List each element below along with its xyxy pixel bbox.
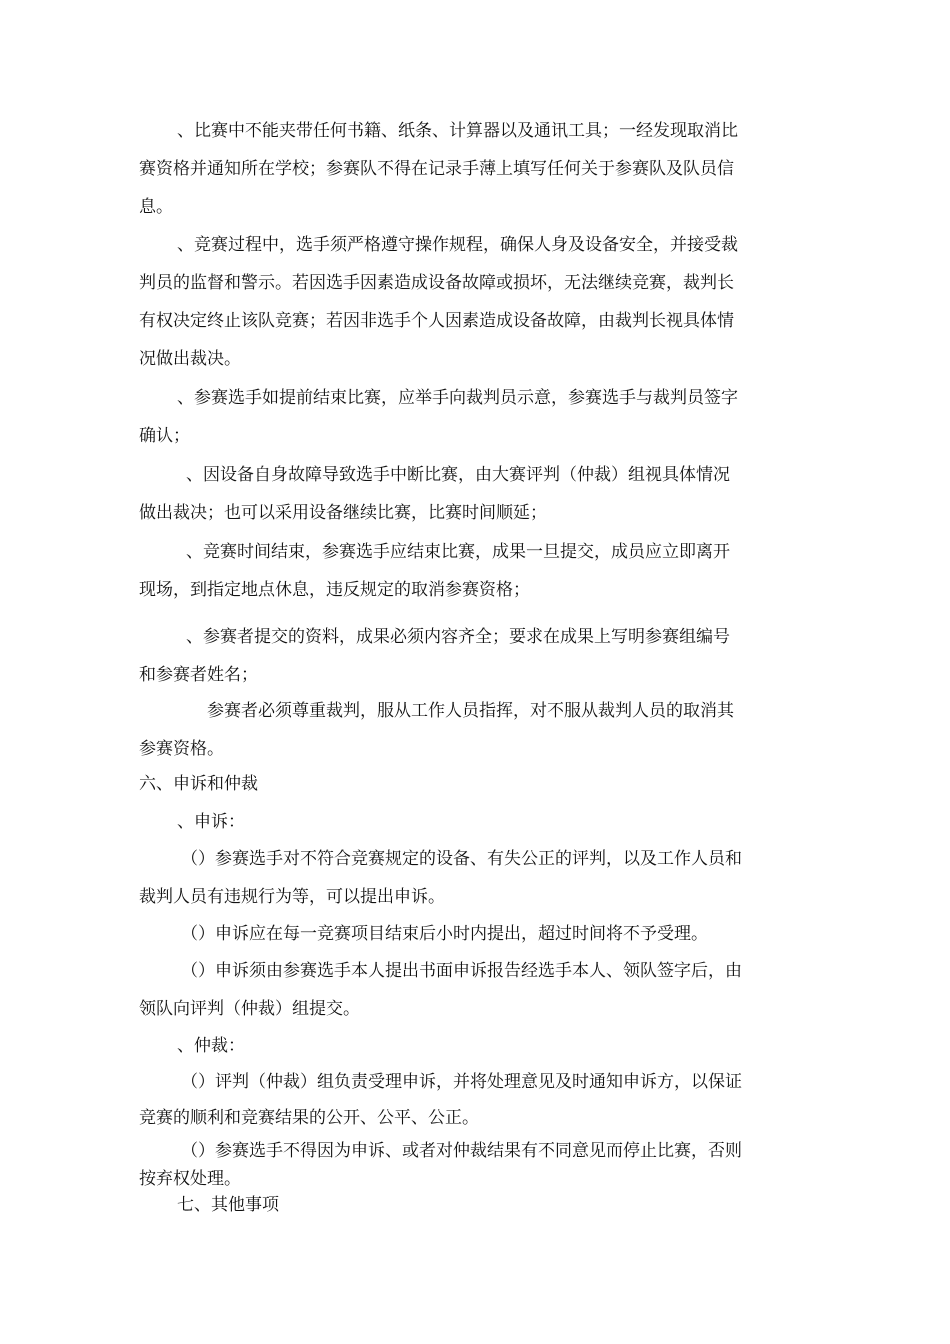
text-line: （）参赛选手对不符合竞赛规定的设备、有失公正的评判，以及工作人员和 — [181, 849, 742, 869]
text-line: 、竞赛过程中，选手须严格遵守操作规程，确保人身及设备安全，并接受裁 — [177, 235, 738, 255]
text-line: 参赛者必须尊重裁判，服从工作人员指挥，对不服从裁判人员的取消其 — [207, 701, 734, 721]
text-line: （）参赛选手不得因为申诉、或者对仲裁结果有不同意见而停止比赛，否则 — [181, 1141, 742, 1161]
text-line: 、因设备自身故障导致选手中断比赛，由大赛评判（仲裁）组视具体情况 — [186, 465, 730, 485]
text-line: 、参赛选手如提前结束比赛，应举手向裁判员示意，参赛选手与裁判员签字 — [177, 388, 738, 408]
section-heading-other-matters: 七、其他事项 — [177, 1195, 279, 1215]
text-line: （）申诉须由参赛选手本人提出书面申诉报告经选手本人、领队签字后，由 — [181, 961, 742, 981]
paragraph-rule-time-up — [139, 533, 815, 609]
paragraph-appeal-2: （）申诉应在每一竞赛项目结束后小时内提出，超过时间将不予受理。 — [181, 924, 708, 944]
text-line: 裁判人员有违规行为等，可以提出申诉。 — [139, 887, 445, 907]
paragraph-rule-early-finish — [139, 379, 815, 455]
text-line: 按弃权处理。 — [139, 1169, 241, 1189]
text-line: 判员的监督和警示。若因选手因素造成设备故障或损坏，无法继续竞赛，裁判长 — [139, 273, 734, 293]
text-line: 和参赛者姓名； — [139, 665, 258, 685]
text-line: 领队向评判（仲裁）组提交。 — [139, 999, 360, 1019]
text-line: 参赛资格。 — [139, 739, 224, 759]
text-line: 竞赛的顺利和竞赛结果的公开、公平、公正。 — [139, 1108, 479, 1128]
text-line: 、参赛者提交的资料，成果必须内容齐全；要求在成果上写明参赛组编号 — [186, 627, 730, 647]
paragraph-rule-safety — [139, 226, 815, 378]
text-line: 、竞赛时间结束，参赛选手应结束比赛，成果一旦提交，成员应立即离开 — [186, 542, 730, 562]
text-line: 况做出裁决。 — [139, 349, 241, 369]
text-line: 做出裁决；也可以采用设备继续比赛，比赛时间顺延； — [139, 503, 547, 523]
text-line: 有权决定终止该队竞赛；若因非选手个人因素造成设备故障，由裁判长视具体情 — [139, 311, 734, 331]
text-line: 现场，到指定地点休息，违反规定的取消参赛资格； — [139, 580, 530, 600]
text-line: 确认； — [139, 426, 190, 446]
text-line: （）评判（仲裁）组负责受理申诉，并将处理意见及时通知申诉方，以保证 — [181, 1072, 742, 1092]
paragraph-rule-no-materials — [139, 112, 815, 226]
paragraph-rule-submission — [139, 618, 815, 694]
text-line: 、比赛中不能夹带任何书籍、纸条、计算器以及通讯工具；一经发现取消比 — [177, 121, 738, 141]
subheading-appeal: 、申诉： — [177, 812, 245, 832]
text-line: 息。 — [139, 197, 173, 217]
subheading-arbitration: 、仲裁： — [177, 1036, 245, 1056]
paragraph-rule-respect-referee — [139, 692, 815, 768]
text-line: 赛资格并通知所在学校；参赛队不得在记录手薄上填写任何关于参赛队及队员信 — [139, 159, 734, 179]
paragraph-appeal-3 — [139, 952, 815, 1028]
section-heading-appeal-arbitration: 六、申诉和仲裁 — [139, 774, 258, 794]
paragraph-appeal-1 — [139, 840, 815, 916]
paragraph-arbitration-1 — [139, 1064, 815, 1136]
paragraph-arbitration-2 — [139, 1137, 815, 1193]
paragraph-rule-equipment-failure — [139, 456, 815, 532]
